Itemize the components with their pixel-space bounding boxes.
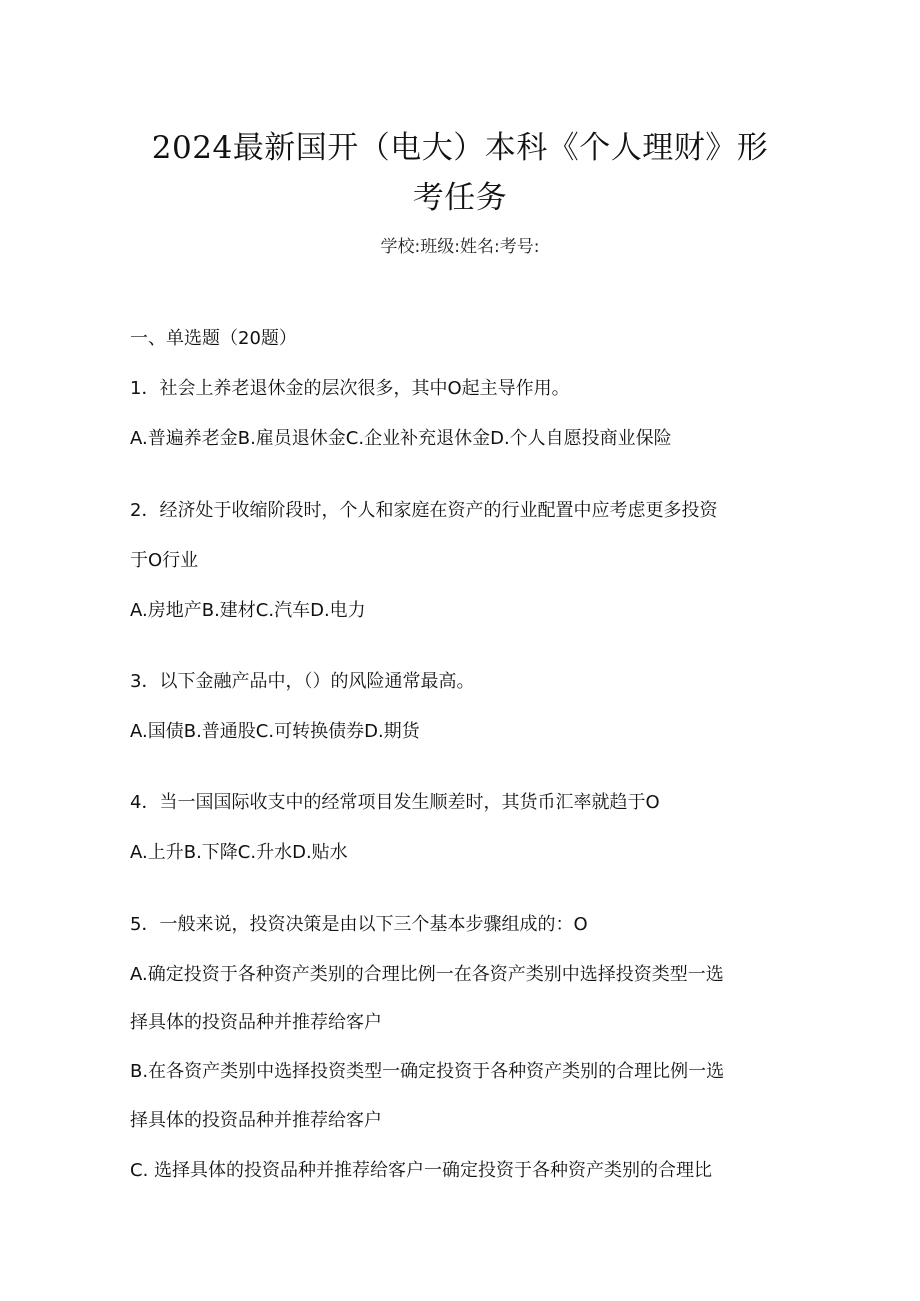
- question-5-option-c: C. 选择具体的投资品种并推荐给客户一确定投资于各种资产类别的合理比: [130, 1160, 713, 1181]
- document-title-line-2: 考任务: [412, 180, 508, 216]
- student-info-line: 学校:班级:姓名:考号:: [380, 237, 540, 257]
- question-2-stem-cont: 于O行业: [130, 550, 199, 571]
- question-2-options: A.房地产B.建材C.汽车D.电力: [130, 600, 366, 621]
- question-5-option-a-cont: 择具体的投资品种并推荐给客户: [130, 1012, 382, 1033]
- question-3-stem: 3．以下金融产品中，（）的风险通常最高。: [130, 671, 475, 692]
- question-5-option-b: B.在各资产类别中选择投资类型一确定投资于各种资产类别的合理比例一选: [130, 1061, 725, 1082]
- section-heading: 一、单选题（20题）: [130, 328, 297, 349]
- question-2-stem: 2．经济处于收缩阶段时，个人和家庭在资产的行业配置中应考虑更多投资: [130, 500, 718, 521]
- question-5-option-b-cont: 择具体的投资品种并推荐给客户: [130, 1110, 382, 1131]
- question-4-options: A.上升B.下降C.升水D.贴水: [130, 842, 348, 863]
- question-4-stem: 4．当一国国际收支中的经常项目发生顺差时，其货币汇率就趋于O: [130, 792, 660, 813]
- question-3-options: A.国债B.普通股C.可转换债券D.期货: [130, 721, 420, 742]
- question-5-option-a: A.确定投资于各种资产类别的合理比例一在各资产类别中选择投资类型一选: [130, 964, 724, 985]
- document-title-line-1: 2024最新国开（电大）本科《个人理财》形: [151, 130, 769, 166]
- question-5-stem: 5．一般来说，投资决策是由以下三个基本步骤组成的：O: [130, 914, 588, 935]
- question-1-stem: 1．社会上养老退休金的层次很多，其中O起主导作用。: [130, 378, 570, 399]
- question-1-options: A.普遍养老金B.雇员退休金C.企业补充退休金D.个人自愿投商业保险: [130, 428, 672, 449]
